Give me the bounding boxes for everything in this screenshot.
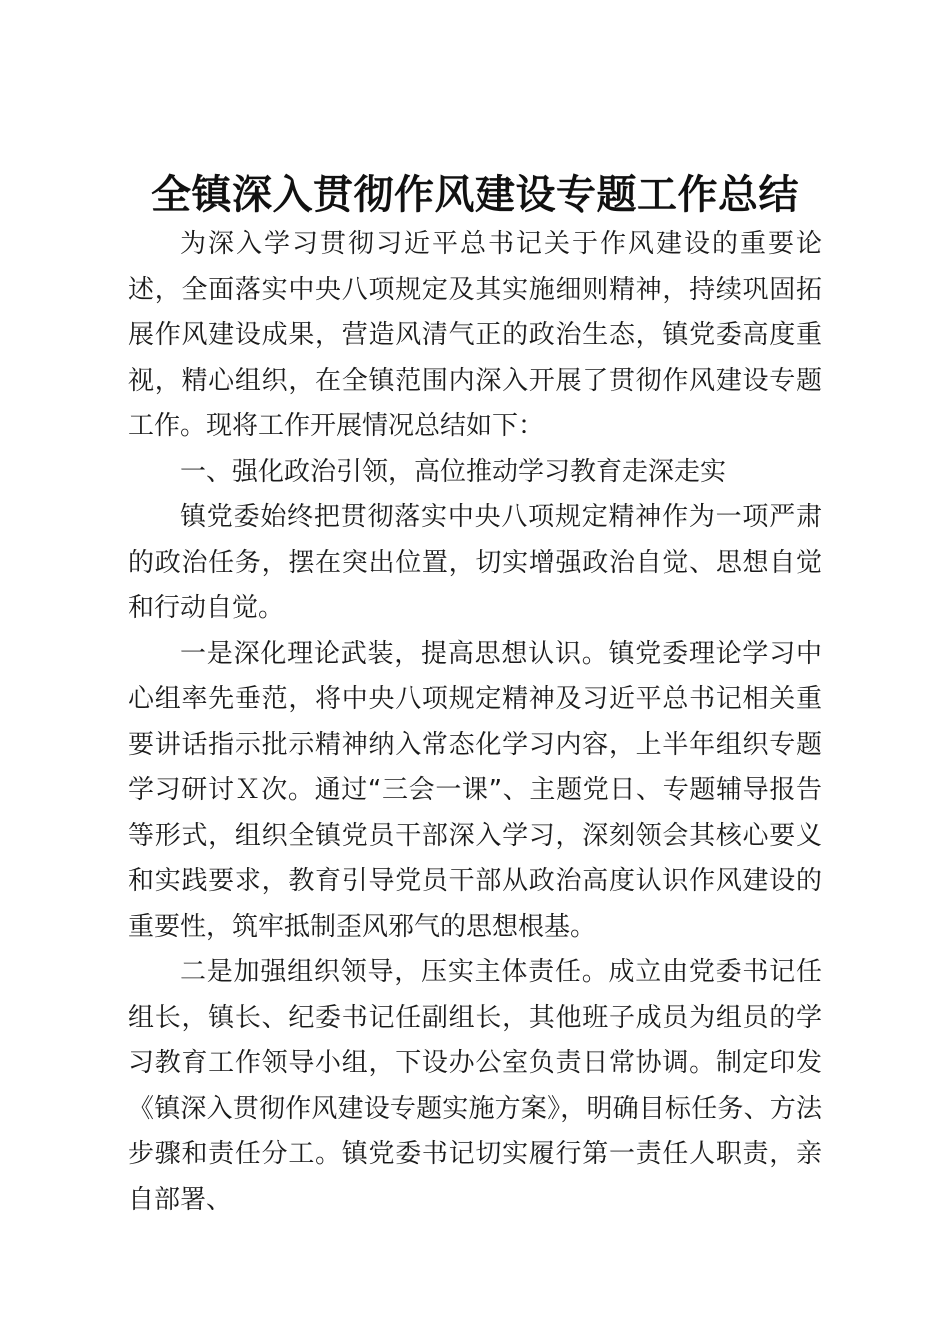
section-1-lead-paragraph: 镇党委始终把贯彻落实中央八项规定精神作为一项严肃的政治任务，摆在突出位置，切实增强政治自觉、思想自觉和行动自觉。: [128, 502, 822, 623]
document-body: [128, 222, 822, 1223]
point-1-paragraph: 一是深化理论武装，提高思想认识。镇党委理论学习中心组率先垂范，将中央八项规定精神及习近平总书记相关重要讲话指示批示精神纳入常态化学习内容，上半年组织专题学习研讨Ｘ次。通过“三会一课”、主题党日、专题辅导报告等形式，组织全镇党员干部深入学习，深刻领会其核心要义和实践要求，教育引导党员干部从政治高度认识作风建设的重要性，筑牢抵制歪风邪气的思想根基。: [128, 638, 822, 942]
intro-paragraph: 为深入学习贯彻习近平总书记关于作风建设的重要论述，全面落实中央八项规定及其实施细则精神，持续巩固拓展作风建设成果，营造风清气正的政治生态，镇党委高度重视，精心组织，在全镇范围内深入开展了贯彻作风建设专题工作。现将工作开展情况总结如下：: [128, 229, 822, 441]
document-title: 全镇深入贯彻作风建设专题工作总结: [151, 171, 799, 218]
section-heading-1: 一、强化政治引领，高位推动学习教育走深走实: [180, 456, 727, 487]
point-2-paragraph: 二是加强组织领导，压实主体责任。成立由党委书记任组长，镇长、纪委书记任副组长，其他班子成员为组员的学习教育工作领导小组，下设办公室负责日常协调。制定印发《镇深入贯彻作风建设专题实施方案》，明确目标任务、方法步骤和责任分工。镇党委书记切实履行第一责任人职责，亲自部署、: [128, 957, 822, 1215]
